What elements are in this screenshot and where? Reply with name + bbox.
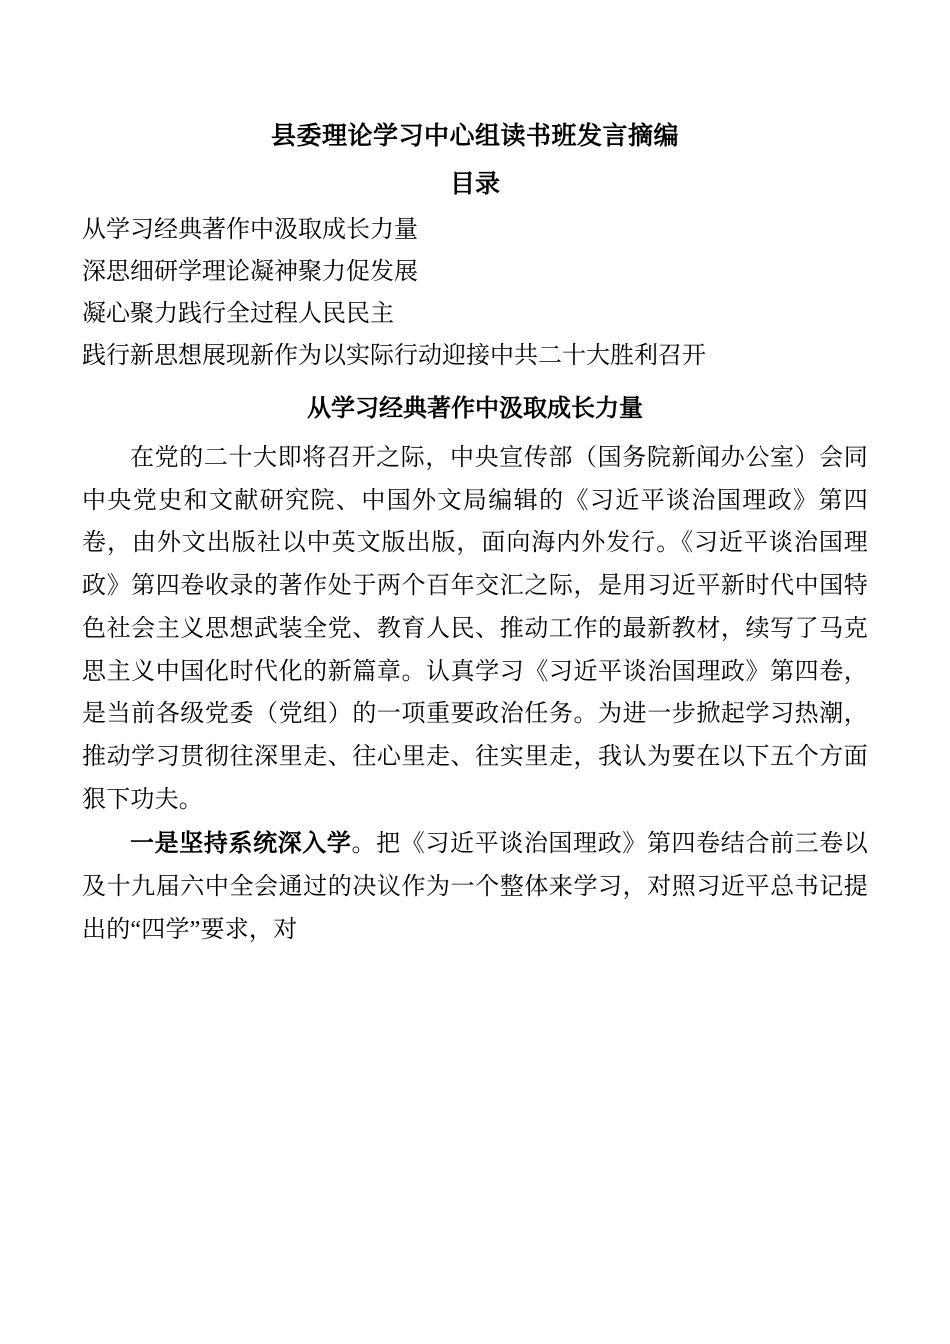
toc-entry[interactable]: 凝心聚力践行全过程人民民主 bbox=[82, 300, 394, 327]
body-paragraph: 在党的二十大即将召开之际，中央宣传部（国务院新闻办公室）会同中央党史和文献研究院、中国外文局编辑的《习近平谈治国理政》第四卷，由外文出版社以中英文版出版，面向海内外发行。《习近平谈治国理政》第四卷收录的著作处于两个百年交汇之际，是用习近平新时代中国特色社会主义思想武装全党、教育人民、推动工作的最新教材，续写了马克思主义中国化时代化的新篇章。认真学习《习近平谈治国理政》第四卷，是当前各级党委（党组）的一项重要政治任务。为进一步掀起学习热潮，推动学习贯彻往深里走、往心里走、往实里走，我认为要在以下五个方面狠下功夫。 bbox=[82, 445, 868, 813]
page-title: 县委理论学习中心组读书班发言摘编 bbox=[270, 122, 679, 150]
body-paragraph bbox=[82, 823, 868, 951]
table-of-contents bbox=[82, 209, 868, 377]
paragraph-lead-in: 一是坚持系统深入学 bbox=[130, 830, 352, 858]
toc-entry[interactable]: 深思细研学理论凝神聚力促发展 bbox=[82, 258, 418, 285]
paragraph-text: 。把《习近平谈治国理政》第四卷结合前三卷以及十九届六中全会通过的决议作为一个整体来学习，对照习近平总书记提出的“四学”要求，对 bbox=[82, 831, 868, 943]
section-heading: 从学习经典著作中汲取成长力量 bbox=[307, 395, 643, 422]
toc-entry[interactable]: 践行新思想展现新作为以实际行动迎接中共二十大胜利召开 bbox=[82, 342, 706, 369]
toc-entry[interactable]: 从学习经典著作中汲取成长力量 bbox=[82, 216, 418, 243]
toc-heading: 目录 bbox=[449, 169, 500, 198]
